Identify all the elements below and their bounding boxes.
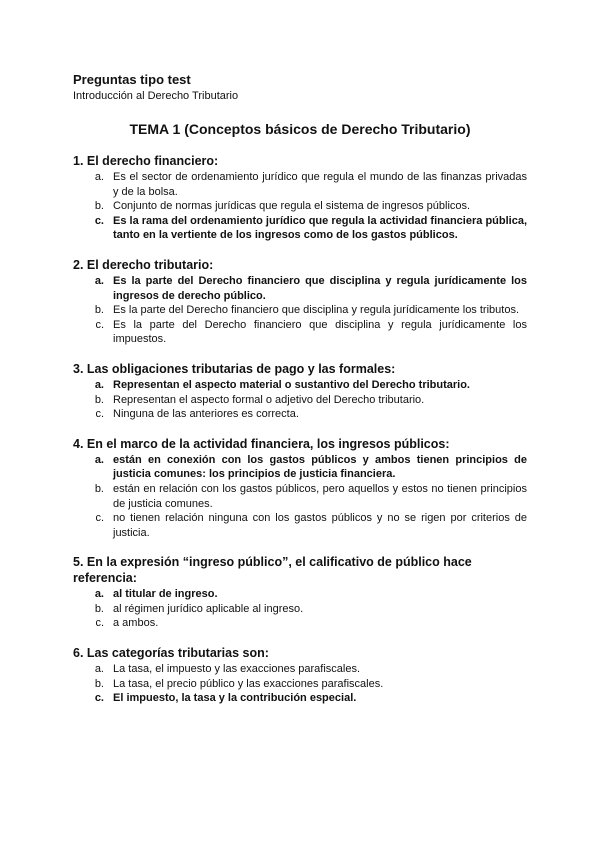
question-3 bbox=[73, 361, 527, 422]
option-text: Representan el aspecto formal o adjetivo del Derecho tributario. bbox=[113, 393, 425, 406]
question-title: 6. Las categorías tributarias son: bbox=[73, 646, 269, 661]
option-list bbox=[73, 378, 527, 422]
option-text: Es el sector de ordenamiento jurídico que regula el mundo de las finanzas privadas y de la bolsa. bbox=[113, 171, 527, 198]
option-letter: c. bbox=[95, 408, 104, 421]
option-text: Conjunto de normas jurídicas que regula el sistema de ingresos públicos. bbox=[113, 200, 471, 213]
option bbox=[73, 407, 527, 422]
option-list bbox=[73, 170, 527, 243]
question-title: 2. El derecho tributario: bbox=[73, 257, 214, 272]
option-letter: a. bbox=[94, 588, 104, 601]
document-title: Preguntas tipo test bbox=[73, 72, 191, 87]
option-text: están en relación con los gastos públicos, pero aquellos y estos no tienen principios de justicia comunes. bbox=[113, 482, 527, 510]
question-title: 4. En el marco de la actividad financiera, los ingresos públicos: bbox=[73, 436, 450, 451]
option-letter: a. bbox=[94, 378, 104, 391]
question-1 bbox=[73, 153, 527, 243]
option bbox=[73, 318, 527, 347]
option-text: a ambos. bbox=[113, 617, 159, 630]
option bbox=[73, 393, 527, 408]
option-text: La tasa, el precio público y las exacciones parafiscales. bbox=[113, 677, 384, 690]
option-letter: c. bbox=[94, 214, 104, 227]
option bbox=[73, 677, 527, 692]
option-correct bbox=[73, 587, 527, 602]
option-text: Representan el aspecto material o sustantivo del Derecho tributario. bbox=[113, 378, 470, 391]
option bbox=[73, 511, 527, 540]
option-text: Es la parte del Derecho financiero que disciplina y regula jurídicamente los impuestos. bbox=[113, 318, 527, 346]
option-letter: c. bbox=[95, 512, 104, 525]
option-text: La tasa, el impuesto y las exacciones parafiscales. bbox=[113, 663, 361, 676]
question-5 bbox=[73, 554, 527, 631]
option-correct bbox=[73, 274, 527, 303]
option-letter: b. bbox=[94, 393, 104, 406]
option-letter: a. bbox=[94, 171, 104, 183]
option-text: no tienen relación ninguna con los gastos públicos y no se rigen por criterios de justicia. bbox=[113, 512, 527, 539]
option-letter: a. bbox=[94, 274, 104, 287]
option-text: Es la parte del Derecho financiero que disciplina y regula jurídicamente los ingresos de derecho público. bbox=[113, 274, 527, 302]
option-correct bbox=[73, 691, 527, 706]
option-correct bbox=[73, 453, 527, 482]
option bbox=[73, 199, 527, 214]
option-letter: c. bbox=[95, 617, 104, 630]
option bbox=[73, 303, 527, 318]
section-heading: TEMA 1 (Conceptos básicos de Derecho Tributario) bbox=[129, 121, 471, 137]
option-list bbox=[73, 453, 527, 541]
option-letter: b. bbox=[94, 677, 104, 690]
option bbox=[73, 482, 527, 511]
option-list bbox=[73, 662, 527, 706]
option-letter: a. bbox=[94, 453, 104, 466]
option-list bbox=[73, 274, 527, 347]
option-text: Es la rama del ordenamiento jurídico que regula la actividad financiera pública, tanto en la vertiente de los ingresos como de los gastos públicos. bbox=[113, 214, 527, 242]
option bbox=[73, 602, 527, 617]
option-letter: c. bbox=[95, 318, 104, 331]
option-text: Ninguna de las anteriores es correcta. bbox=[113, 408, 299, 421]
question-4 bbox=[73, 436, 527, 541]
option-text: Es la parte del Derecho financiero que disciplina y regula jurídicamente los tributos. bbox=[113, 304, 519, 317]
option bbox=[73, 662, 527, 677]
option-correct bbox=[73, 378, 527, 393]
option-text: El impuesto, la tasa y la contribución especial. bbox=[113, 692, 357, 705]
question-title: 3. Las obligaciones tributarias de pago y las formales: bbox=[73, 361, 396, 376]
question-title: 1. El derecho financiero: bbox=[73, 154, 219, 168]
question-title: 5. En la expresión “ingreso público”, el calificativo de público hace referencia: bbox=[73, 555, 472, 586]
option-list bbox=[73, 587, 527, 631]
option bbox=[73, 616, 527, 631]
option-text: al régimen jurídico aplicable al ingreso. bbox=[113, 602, 304, 615]
question-list bbox=[73, 153, 527, 720]
option-text: están en conexión con los gastos públicos y ambos tienen principios de justicia comunes: los principios de justicia financiera. bbox=[113, 453, 527, 481]
option-letter: b. bbox=[94, 304, 104, 317]
option-letter: b. bbox=[94, 602, 104, 615]
option-letter: b. bbox=[94, 482, 104, 495]
document-subtitle: Introducción al Derecho Tributario bbox=[73, 90, 239, 102]
question-2 bbox=[73, 257, 527, 347]
option bbox=[73, 170, 527, 199]
option-text: al titular de ingreso. bbox=[113, 588, 218, 601]
question-6 bbox=[73, 645, 527, 706]
option-letter: a. bbox=[94, 663, 104, 676]
option-letter: c. bbox=[94, 692, 104, 705]
option-correct bbox=[73, 214, 527, 243]
option-letter: b. bbox=[94, 200, 104, 213]
